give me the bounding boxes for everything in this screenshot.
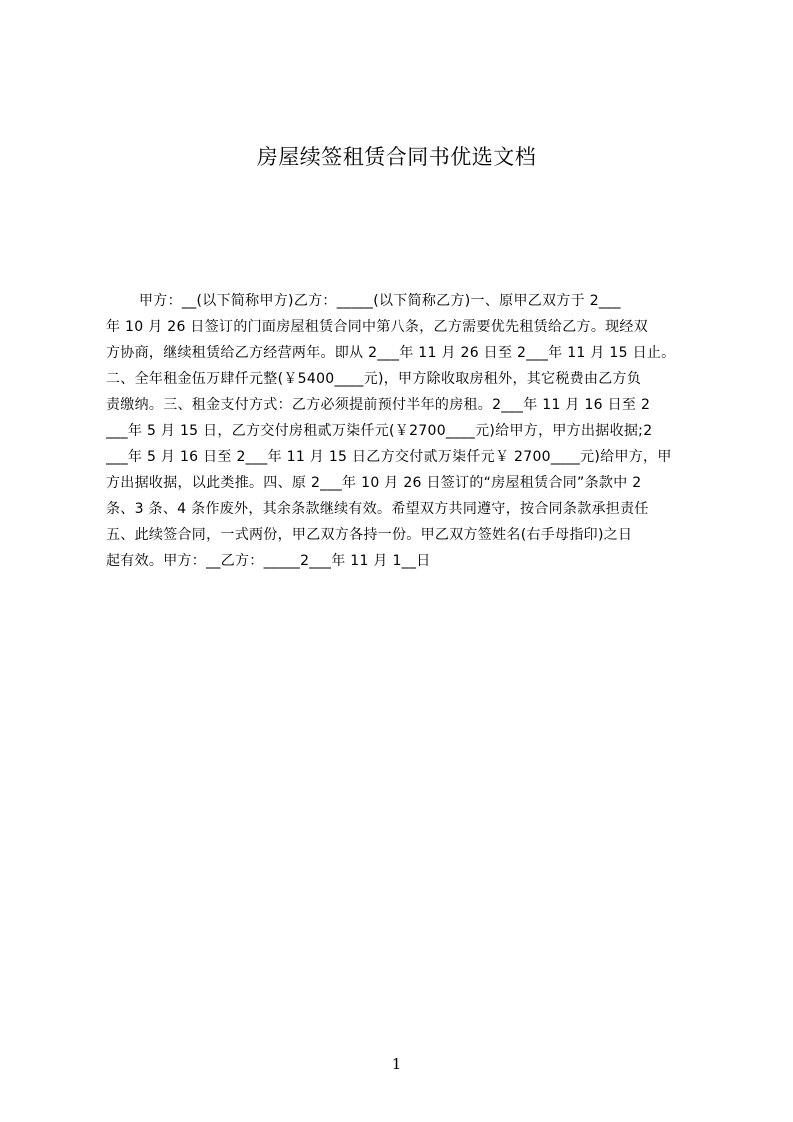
document-title: 房屋续签租赁合同书优选文档: [256, 145, 537, 169]
body-line: 年 10 月 26 日签订的门面房屋租赁合同中第八条，乙方需要优先租赁给乙方。现经双: [106, 319, 649, 335]
body-line: 五、此续签合同，一式两份，甲乙双方各持一份。甲乙双方签姓名(右手母指印)之日: [106, 527, 633, 543]
body-line: 条、3 条、4 条作废外，其余条款继续有效。希望双方共同遵守，按合同条款承担责任: [106, 501, 649, 517]
body-line: 方出据收据，以此类推。四、原 2___年 10 月 26 日签订的“房屋租赁合同”条款中 2: [106, 475, 642, 491]
page-number: 1: [391, 1055, 402, 1073]
body-line: 方协商，继续租赁给乙方经营两年。即从 2___年 11 月 26 日至 2___年 11 月 15 日止。: [106, 345, 676, 361]
body-line: ___年 5 月 16 日至 2___年 11 月 15 日乙方交付贰万柒仟元￥ 2700____元)给甲方，甲: [106, 449, 672, 465]
body-line: ___年 5 月 15 日，乙方交付房租贰万柒仟元(￥2700____元)给甲方，甲方出据收据;2: [106, 423, 653, 439]
document-body: [106, 288, 696, 574]
body-line: 责缴纳。三、租金支付方式：乙方必须提前预付半年的房租。2___年 11 月 16 日至 2: [106, 397, 651, 413]
body-line: 起有效。甲方：__乙方：_____2___年 11 月 1__日: [106, 553, 431, 569]
body-line: 甲方：__(以下简称甲方)乙方：_____(以下简称乙方)一、原甲乙双方于 2___: [139, 293, 621, 309]
body-line: 二、全年租金伍万肆仟元整(￥5400____元)，甲方除收取房租外，其它税费由乙方负: [106, 371, 642, 387]
